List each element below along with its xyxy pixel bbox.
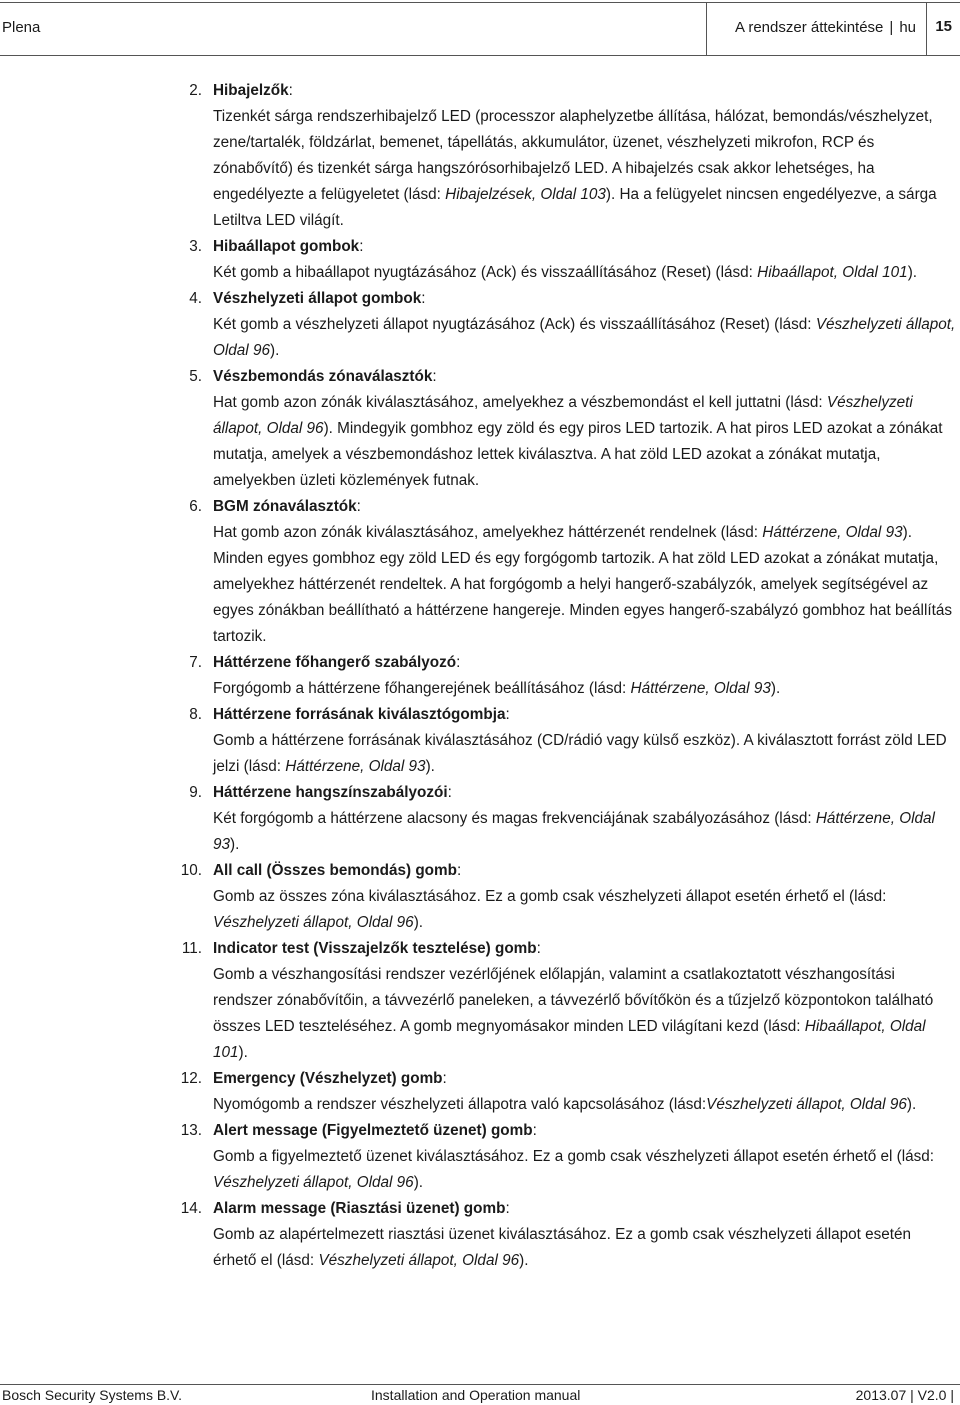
description-text: ). (425, 758, 435, 775)
list-item (172, 702, 956, 780)
item-title: BGM zónaválasztók (213, 498, 357, 515)
description-text: ). Mindegyik gombhoz egy zöld és egy piros LED tartozik. A hat piros LED azokat a zónákat mutatja, amelyek a vészbemondáshoz lettek kiválasztva. A hat zöld LED azokat a zónákat mutatja, amelyekben üzleti közlemények futnak. (213, 420, 943, 489)
header-divider (926, 2, 927, 55)
title-colon: : (505, 1200, 510, 1217)
item-number: 6. (189, 498, 202, 515)
item-title: Alarm message (Riasztási üzenet) gomb (213, 1200, 506, 1217)
cross-reference: Háttérzene, Oldal 93 (285, 758, 426, 775)
item-title: Vészhelyzeti állapot gombok (213, 290, 422, 307)
footer-rule (0, 1384, 960, 1385)
item-description (213, 390, 956, 494)
list-item (172, 494, 956, 650)
numbered-list (172, 78, 956, 1274)
description-text: ). (770, 680, 781, 697)
language-code: hu (899, 19, 916, 36)
item-description (213, 728, 956, 780)
description-text: ). Ha a felügyelet nincsen engedélyezve, a sárga Letiltva LED világít. (213, 186, 937, 229)
description-text: ). Minden egyes gombhoz egy zöld LED és egy forgógomb tartozik. A hat zöld LED azokat a zónákat mutatja, amelyekhez háttérzenét rendeltek. A hat forgógomb a helyi hangerő-szabályzók, amelyek segítségével az egyes zónákban beállítható a háttérzene hangereje. Minden egyes hangerő-szabályzó gombhoz hat beállítás tartozik. (213, 524, 953, 645)
title-colon: : (432, 368, 437, 385)
cross-reference: Vészhelyzeti állapot, Oldal 96 (213, 316, 956, 359)
item-number: 9. (189, 784, 202, 801)
item-title: Hibaállapot gombok (213, 238, 360, 255)
list-item (172, 234, 956, 286)
item-description (213, 1144, 956, 1196)
description-text: Nyomógomb a rendszer vészhelyzeti állapotra való kapcsolásához (lásd: (213, 1096, 707, 1113)
description-text: ). (413, 914, 424, 931)
description-text: ). (238, 1044, 248, 1061)
company-name: Bosch Security Systems B.V. (2, 1387, 182, 1403)
description-text: Gomb a háttérzene forrásának kiválasztásához (CD/rádió vagy külső eszköz). A kiválasztott forrást zöld LED jelzi (lásd: (213, 732, 947, 775)
header-top-rule (0, 2, 960, 3)
description-text: Gomb az összes zóna kiválasztásához. Ez a gomb csak vészhelyzeti állapot esetén érhető el (lásd: (213, 888, 887, 905)
description-text: Hat gomb azon zónák kiválasztásához, amelyekhez a vészbemondást el kell juttatni (lásd: (213, 394, 827, 411)
item-description (213, 260, 956, 286)
list-item (172, 286, 956, 364)
title-colon: : (359, 238, 364, 255)
item-description (213, 1092, 956, 1118)
header-bottom-rule (0, 55, 960, 56)
page-footer (0, 1384, 960, 1405)
item-description (213, 104, 956, 234)
description-text: Két gomb a hibaállapot nyugtázásához (Ack) és visszaállításához (Reset) (lásd: (213, 264, 758, 281)
item-number: 14. (180, 1200, 202, 1217)
title-colon: : (456, 862, 462, 879)
title-colon: : (442, 1070, 447, 1087)
description-text: ). (519, 1252, 529, 1269)
item-description (213, 520, 956, 650)
title-colon: : (356, 498, 361, 515)
title-colon: : (532, 1122, 537, 1139)
section-name: A rendszer áttekintése (734, 19, 884, 36)
item-number: 2. (189, 82, 202, 99)
description-text: Hat gomb azon zónák kiválasztásához, amelyekhez háttérzenét rendelnek (lásd: (213, 524, 763, 541)
list-item (172, 78, 956, 234)
list-item (172, 780, 956, 858)
edition-date: 2013.07 (855, 1387, 907, 1403)
section-title (735, 19, 916, 36)
cross-reference: Hibaállapot, Oldal 101 (757, 264, 908, 281)
page-header (0, 0, 960, 56)
item-description (213, 884, 956, 936)
cross-reference: Hibajelzések, Oldal 103 (445, 186, 606, 203)
list-item (172, 1118, 956, 1196)
title-colon: : (447, 784, 452, 801)
manual-title: Installation and Operation manual (371, 1387, 581, 1403)
description-text: ). (907, 264, 918, 281)
item-description (213, 962, 956, 1066)
item-number: 7. (189, 654, 202, 671)
item-number: 11. (181, 940, 202, 957)
title-colon: : (536, 940, 541, 957)
description-text: ). (269, 342, 280, 359)
cross-reference: Háttérzene, Oldal 93 (762, 524, 903, 541)
cross-reference: Vészhelyzeti állapot, Oldal 96 (213, 394, 913, 437)
cross-reference: Vészhelyzeti állapot, Oldal 96 (213, 1174, 414, 1191)
cross-reference: Vészhelyzeti állapot, Oldal 96 (706, 1096, 907, 1113)
description-text: Tizenkét sárga rendszerhibajelző LED (processzor alaphelyzetbe állítása, hálózat, bemondás/vészhelyzet, zene/tartalék, földzárlat, bemenet, tápellátás, akkumulátor, üzenet, vészhelyzeti mikrofon, RCP és zónabővítő) és tizenkét sárga hangszórósorhibajelző LED. A hibajelzés csak akkor lehetséges, ha engedélyezte a felügyeletet (lásd: (213, 108, 933, 203)
list-item (172, 650, 956, 702)
title-colon: : (288, 82, 293, 99)
item-description (213, 312, 956, 364)
item-title: All call (Összes bemondás) gomb (213, 862, 457, 879)
description-text: Gomb az alapértelmezett riasztási üzenet kiválasztásához. Ez a gomb csak vészhelyzeti állapot esetén érhető el (lásd: (213, 1226, 912, 1269)
description-text: Gomb a figyelmeztető üzenet kiválasztásához. Ez a gomb csak vészhelyzeti állapot esetén érhető el (lásd: (213, 1148, 935, 1165)
list-item (172, 1196, 956, 1274)
cross-reference: Háttérzene, Oldal 93 (213, 810, 935, 853)
item-number: 8. (189, 706, 202, 723)
description-text: ). (230, 836, 240, 853)
item-title: Háttérzene főhangerő szabályozó (213, 654, 457, 671)
edition-version: V2.0 (917, 1387, 947, 1403)
item-title: Emergency (Vészhelyzet) gomb (213, 1070, 443, 1087)
description-text: Gomb a vészhangosítási rendszer vezérlőjének előlapján, valamint a csatlakoztatott vészhangosítási rendszer zónabővítőin, a távvezérlő paneleken, a távvezérlő bővítőkön és a tűzjelző központokon található összes LED teszteléséhez. A gomb megnyomásakor minden LED világítani kezd (lásd: (213, 966, 934, 1035)
list-item (172, 1066, 956, 1118)
product-name: Plena (2, 19, 41, 36)
title-colon: : (456, 654, 461, 671)
item-title: Háttérzene hangszínszabályozói (213, 784, 448, 801)
list-item (172, 936, 956, 1066)
description-text: Két gomb a vészhelyzeti állapot nyugtázásához (Ack) és visszaállításához (Reset) (lásd: (213, 316, 816, 333)
item-number: 10. (180, 862, 202, 879)
list-item (172, 364, 956, 494)
page-number: 15 (935, 18, 952, 35)
item-description (213, 806, 956, 858)
item-number: 13. (180, 1122, 202, 1139)
header-separator: | (889, 19, 894, 36)
title-colon: : (505, 706, 510, 723)
cross-reference: Vészhelyzeti állapot, Oldal 96 (318, 1252, 520, 1269)
description-text: ). (413, 1174, 424, 1191)
cross-reference: Hibaállapot, Oldal 101 (213, 1018, 926, 1061)
header-divider (706, 2, 707, 55)
item-number: 5. (189, 368, 202, 385)
edition-info: 2013.07 | V2.0 | (855, 1387, 954, 1403)
description-text: ). (906, 1096, 917, 1113)
item-title: Alert message (Figyelmeztető üzenet) gomb (213, 1122, 533, 1139)
item-title: Indicator test (Visszajelzők tesztelése) gomb (213, 940, 537, 957)
title-colon: : (421, 290, 426, 307)
cross-reference: Vészhelyzeti állapot, Oldal 96 (213, 914, 414, 931)
item-title: Hibajelzők (213, 82, 289, 99)
description-text: Két forgógomb a háttérzene alacsony és magas frekvenciájának szabályozásához (lásd: (213, 810, 816, 827)
item-description (213, 1222, 956, 1274)
cross-reference: Háttérzene, Oldal 93 (630, 680, 771, 697)
item-number: 4. (189, 290, 202, 307)
item-title: Háttérzene forrásának kiválasztógombja (213, 706, 506, 723)
item-title: Vészbemondás zónaválasztók (213, 368, 433, 385)
description-text: Forgógomb a háttérzene főhangerejének beállításához (lásd: (213, 680, 631, 697)
item-number: 12. (180, 1070, 202, 1087)
list-item (172, 858, 956, 936)
item-description (213, 676, 956, 702)
item-number: 3. (189, 238, 202, 255)
